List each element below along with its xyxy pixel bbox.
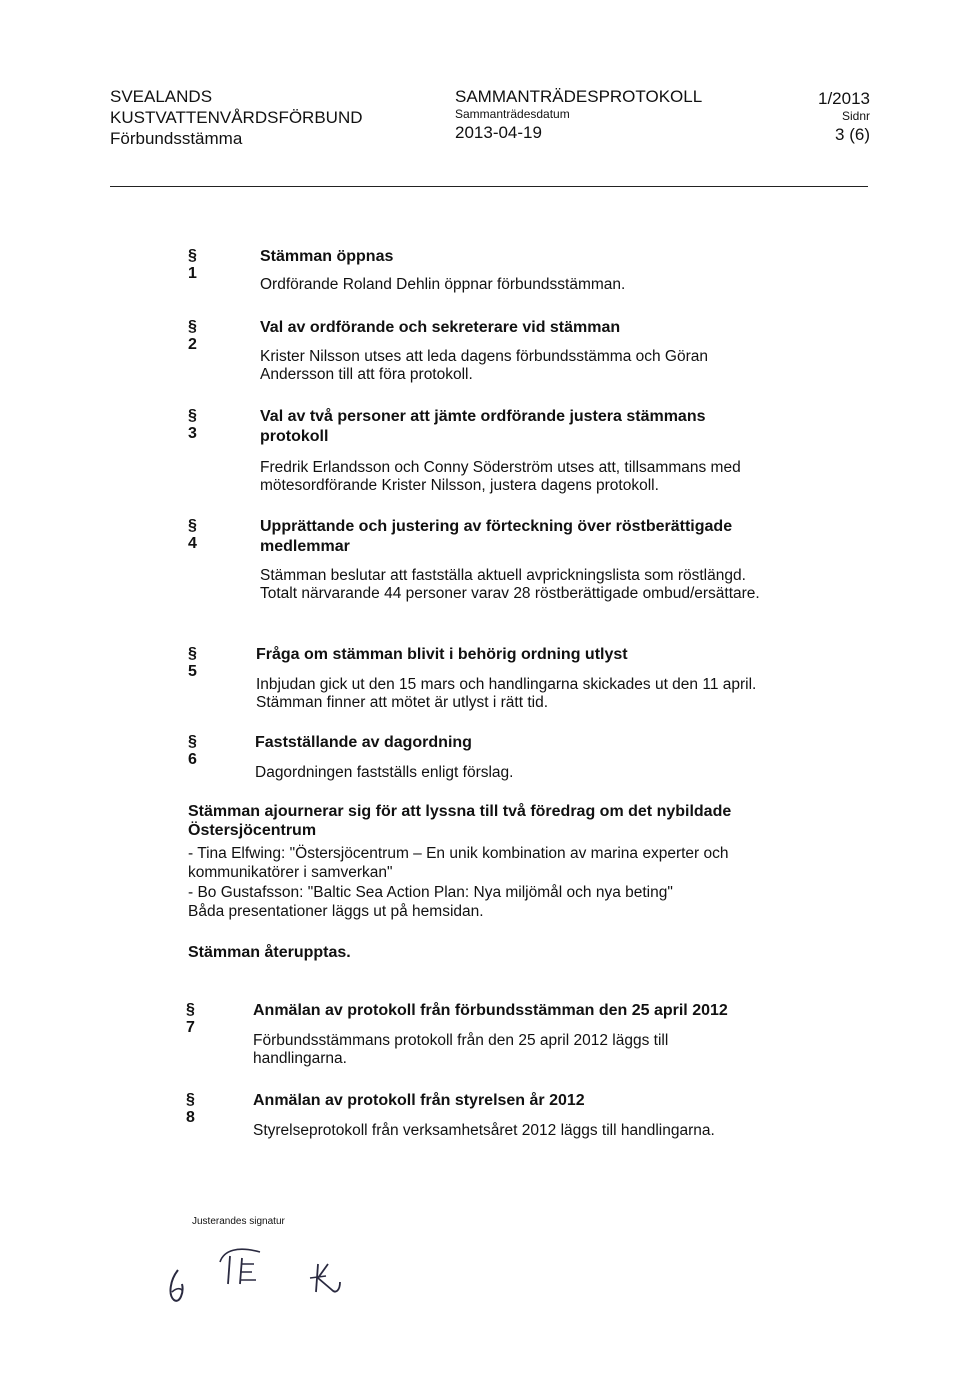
section-body: Förbundsstämmans protokoll från den 25 april 2012 läggs till handlingarna. <box>253 1032 669 1067</box>
section-number: § 3 <box>188 407 197 442</box>
section-body: Styrelseprotokoll från verksamhetsåret 2012 läggs till handlingarna. <box>253 1122 715 1139</box>
section-number: § 4 <box>188 517 197 552</box>
adjournment-talk-2: - Bo Gustafsson: "Baltic Sea Action Plan: Nya miljömål och nya beting" <box>188 884 673 901</box>
org-name-line1: SVEALANDS <box>110 87 213 106</box>
signature-label: Justerandes signatur <box>192 1216 285 1227</box>
header-divider <box>110 186 868 187</box>
header-organization <box>110 86 363 149</box>
section-title: Anmälan av protokoll från styrelsen år 2012 <box>253 1092 585 1109</box>
section-body: Inbjudan gick ut den 15 mars och handlingarna skickades ut den 11 april. Stämman finner att mötet är utlyst i rätt tid. <box>256 676 757 711</box>
section-title: Fråga om stämman blivit i behörig ordning utlyst <box>256 646 628 663</box>
meeting-date: 2013-04-19 <box>455 123 542 142</box>
org-name-line2: KUSTVATTENVÅRDSFÖRBUND <box>110 108 363 127</box>
section-title: Stämman öppnas <box>260 248 394 265</box>
page-label: Sidnr <box>841 109 870 123</box>
section-title: Val av två personer att jämte ordförande justera stämmans protokoll <box>260 408 706 445</box>
resumed-statement: Stämman återupptas. <box>188 944 351 961</box>
date-label: Sammanträdesdatum <box>455 107 570 121</box>
section-number: § 6 <box>188 733 197 768</box>
adjournment-note: Båda presentationer läggs ut på hemsidan. <box>188 903 484 920</box>
section-body: Stämman beslutar att fastställa aktuell avprickningslista som röstlängd. Totalt närvarande 44 personer varav 28 röstberättigade ombud/ersättare. <box>260 567 760 602</box>
adjournment-heading: Stämman ajournerar sig för att lyssna till två föredrag om det nybildade Östersjöcentrum <box>188 803 732 839</box>
section-title: Val av ordförande och sekreterare vid stämman <box>260 319 621 336</box>
section-number: § 7 <box>186 1001 195 1036</box>
section-body: Fredrik Erlandsson och Conny Söderström utses att, tillsammans med mötesordförande Krister Nilsson, justera dagens protokoll. <box>260 459 741 494</box>
section-number: § 1 <box>188 247 197 282</box>
header-protocol <box>455 86 702 143</box>
section-number: § 2 <box>188 318 197 353</box>
section-title: Fastställande av dagordning <box>255 734 472 751</box>
adjournment-talk-1: - Tina Elfwing: "Östersjöcentrum – En unik kombination av marina experter och kommunikatörer i samverkan" <box>188 845 729 881</box>
section-body: Ordförande Roland Dehlin öppnar förbundsstämman. <box>260 276 626 293</box>
section-number: § 8 <box>186 1091 195 1126</box>
org-body: Förbundsstämma <box>110 129 243 148</box>
section-body: Dagordningen fastställs enligt förslag. <box>255 764 514 781</box>
section-number: § 5 <box>188 645 197 680</box>
protocol-number: 1/2013 <box>818 89 870 108</box>
section-body: Krister Nilsson utses att leda dagens förbundsstämma och Göran Andersson till att föra protokoll. <box>260 348 709 383</box>
page-number: 3 (6) <box>835 125 870 144</box>
header-numbering <box>808 88 870 145</box>
doc-type: SAMMANTRÄDESPROTOKOLL <box>455 87 703 106</box>
handwritten-initials-signature <box>160 1240 360 1310</box>
section-title: Upprättande och justering av förteckning över röstberättigade medlemmar <box>260 518 733 555</box>
section-title: Anmälan av protokoll från förbundsstämman den 25 april 2012 <box>253 1002 728 1019</box>
